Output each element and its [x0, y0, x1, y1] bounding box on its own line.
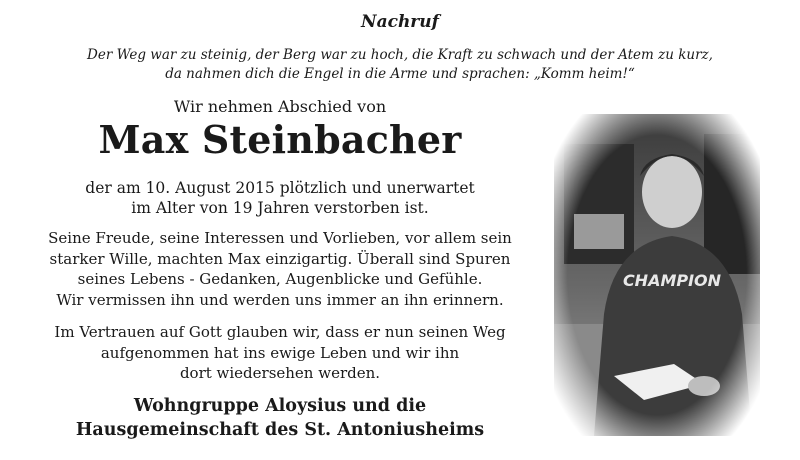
signature-line: Wohngruppe Aloysius und die — [133, 396, 427, 416]
tribute-line: starker Wille, machten Max einzigartig. Überall sind Spuren — [49, 249, 511, 268]
verse-line: da nahmen dich die Engel in die Arme und sprachen: „Komm heim!“ — [165, 66, 635, 82]
tribute-paragraph — [40, 228, 520, 310]
death-notice — [40, 178, 520, 218]
heading: Nachruf — [361, 12, 439, 32]
portrait-photo — [554, 114, 760, 436]
faith-line: aufgenommen hat ins ewige Leben und wir ihn — [100, 343, 460, 362]
faith-paragraph — [40, 322, 520, 384]
signature-line: Hausgemeinschaft des St. Antoniusheims — [75, 420, 485, 440]
intro-text: Wir nehmen Abschied von — [173, 97, 387, 116]
tribute-line: Wir vermissen ihn und werden uns immer an ihn erinnern. — [56, 290, 504, 309]
tribute-line: Seine Freude, seine Interessen und Vorlieben, vor allem sein — [48, 229, 512, 247]
death-notice-line: der am 10. August 2015 plötzlich und unerwartet — [85, 179, 475, 197]
deceased-name: Max Steinbacher — [98, 117, 462, 162]
faith-line: Im Vertrauen auf Gott glauben wir, dass er nun seinen Weg — [54, 323, 506, 341]
tribute-line: seines Lebens - Gedanken, Augenblicke und Gefühle. — [77, 270, 483, 288]
death-notice-line: im Alter von 19 Jahren verstorben ist. — [131, 199, 429, 217]
vignette — [554, 114, 760, 436]
faith-line: dort wiedersehen werden. — [179, 364, 381, 382]
verse — [0, 46, 800, 84]
verse-line: Der Weg war zu steinig, der Berg war zu hoch, die Kraft zu schwach und der Atem zu kurz, — [87, 47, 713, 63]
portrait-illustration — [554, 114, 760, 436]
signature — [40, 394, 520, 442]
